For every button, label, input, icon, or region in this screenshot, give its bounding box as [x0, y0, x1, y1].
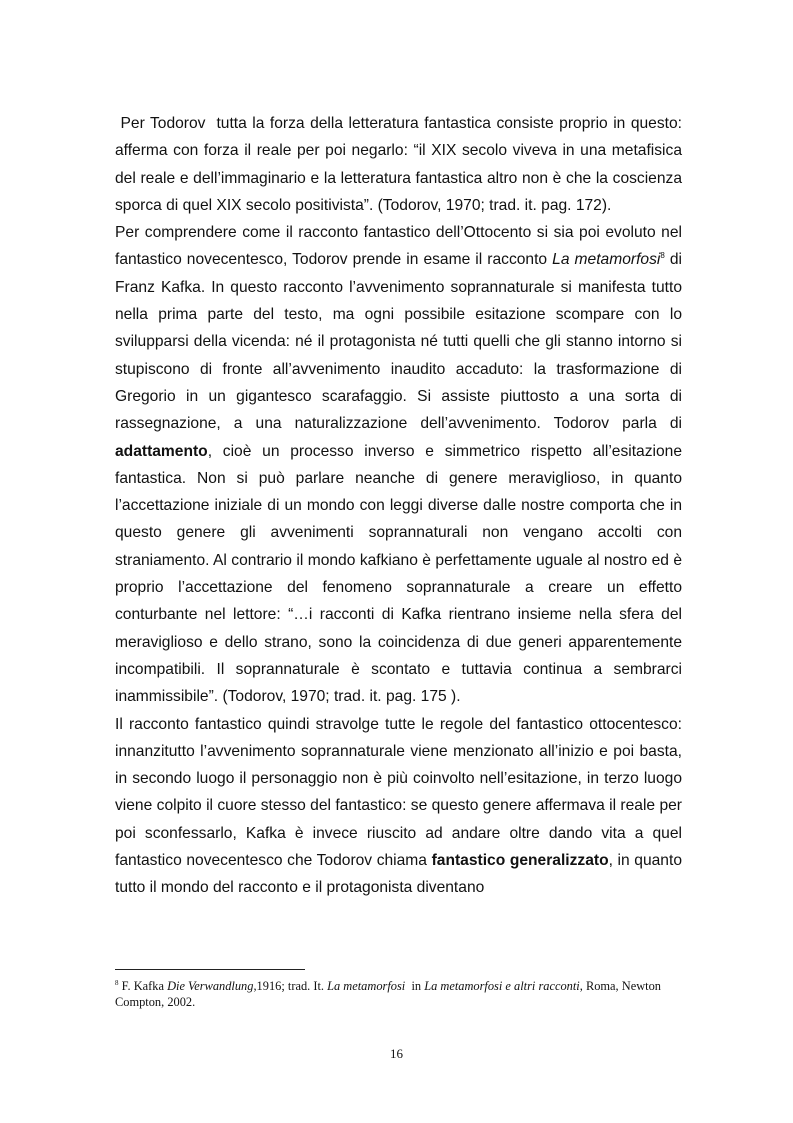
footnote-8	[115, 978, 682, 1010]
footnote-text-a: F. Kafka	[118, 979, 168, 993]
footnote-title-la-metamorfosi: La metamorfosi	[327, 979, 406, 993]
footnote-separator	[115, 969, 305, 970]
footnote-title-collection: La metamorfosi e altri racconti	[424, 979, 580, 993]
paragraph-3-text-a: Il racconto fantastico quindi stravolge tutte le regole del fantastico ottocentesco: innanzitutto l’avvenimento soprannaturale viene menzionato all’inizio e poi basta, in secondo luogo il personaggio non è più coinvolto nell’esitazione, in terzo luogo viene colpito il cuore stesso del fantastico: se questo genere affermava il reale per poi sconfessarlo, Kafka è invece riuscito ad andare oltre dando vita a quel fantastico novecentesco che Todorov chiama	[115, 715, 682, 870]
footnote-title-die-verwandlung: Die Verwandlung	[167, 979, 254, 993]
main-text	[115, 110, 682, 902]
footnote-text-c: in	[405, 979, 425, 993]
paragraph-1: Per Todorov tutta la forza della letteratura fantastica consiste proprio in questo: afferma con forza il reale per poi negarlo: “il XIX secolo viveva in una metafisica del reale e dell’immaginario e la letteratura fantastica altro non è che la coscienza sporca di quel XIX secolo positivista”. (Todorov, 1970; trad. it. pag. 172).	[115, 115, 682, 214]
paragraph-2	[115, 219, 682, 710]
footnote-reference-8[interactable]: 8	[660, 251, 665, 261]
paragraph-2-text-b: di Franz Kafka. In questo racconto l’avvenimento soprannaturale si manifesta tutto nella prima parte del testo, ma ogni possibile esitazione scompare con lo svilupparsi della vicenda: né il protagonista né tutti quelli che gli stanno intorno si stupiscono di fronte all’avvenimento inaudito accaduto: la trasformazione di Gregorio in un gigantesco scarafaggio. Si assiste piuttosto a una sorta di rassegnazione, a una naturalizzazione dell’avvenimento. Todorov parla di	[115, 251, 682, 433]
term-adattamento: adattamento	[115, 442, 208, 460]
paragraph-3	[115, 711, 682, 902]
paragraph-3-text-b: , in quanto tutto il mondo del racconto e il protagonista diventano	[115, 852, 682, 897]
footnote-text-d: , Roma, Newton Compton, 2002.	[115, 979, 661, 1009]
paragraph-2-text-c: , cioè un processo inverso e simmetrico rispetto all’esitazione fantastica. Non si può parlare neanche di genere meraviglioso, in quanto l’accettazione iniziale di un mondo con leggi diverse dalle nostre comporta che in questo genere gli avvenimenti soprannaturali non vengano accolti con straniamento. Al contrario il mondo kafkiano è perfettamente uguale al nostro ed è proprio l’accettazione del fenomeno soprannaturale a creare un effetto conturbante nel lettore: “…i racconti di Kafka rientrano insieme nella sfera del meraviglioso e dello strano, sono la coincidenza di due generi apparentemente incompatibili. Il soprannaturale è scontato e tuttavia continua a sembrarci inammissibile”. (Todorov, 1970; trad. it. pag. 175 ).	[115, 442, 682, 706]
footnote-number: 8	[115, 978, 119, 987]
page-number: 16	[390, 1046, 403, 1061]
footnote-text-b: ,1916; trad. It.	[253, 979, 328, 993]
paragraph-2-text-a: Per comprendere come il racconto fantastico dell’Ottocento si sia poi evoluto nel fantastico novecentesco, Todorov prende in esame il racconto	[115, 224, 682, 269]
book-title-la-metamorfosi: La metamorfosi	[552, 251, 661, 269]
term-fantastico-generalizzato: fantastico generalizzato	[431, 852, 609, 870]
